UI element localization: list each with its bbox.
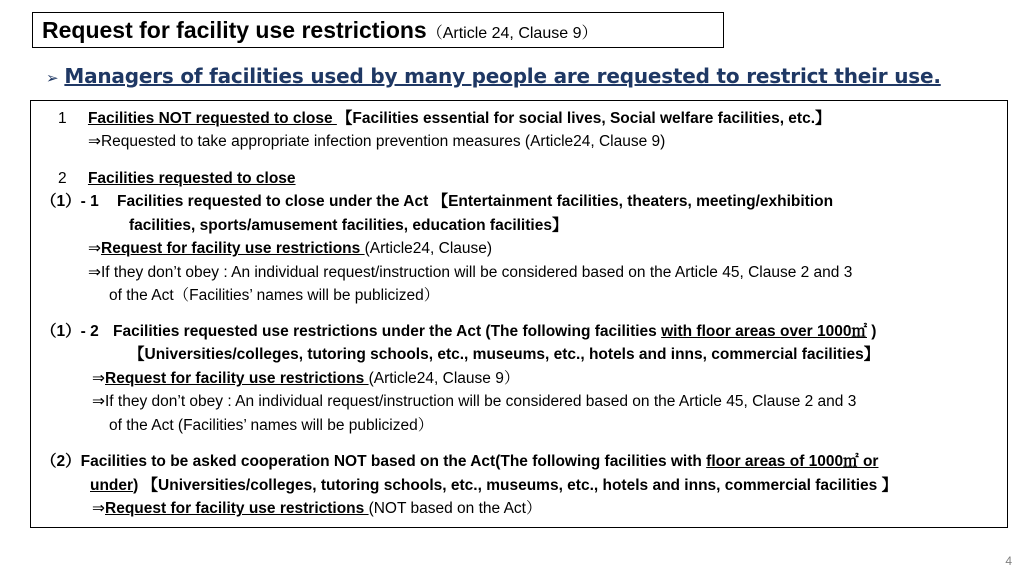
sub2-arrow: ⇒	[92, 370, 105, 387]
sub2-request-label: Request for facility use restrictions	[105, 370, 369, 387]
sub1-request-ref: (Article24, Clause)	[364, 240, 493, 257]
subheading	[46, 64, 941, 88]
section2-heading: Facilities requested to close	[87, 170, 296, 187]
sub1-number: （1）- 1	[41, 193, 99, 210]
sub2-obey-line: ⇒If they don’t obey : An individual request/instruction will be considered based on the Article 45, Clause 2 and 3	[92, 393, 857, 410]
sub2-number: （1）- 2	[41, 323, 99, 340]
section2-number: 2	[58, 170, 67, 187]
section2-heading-line	[58, 169, 296, 189]
sub1-title-cont: facilities, sports/amusement facilities, education facilities】	[129, 217, 568, 234]
section1-heading-line	[58, 109, 831, 129]
sub2-title-floor: with floor areas over 1000㎡	[661, 323, 867, 340]
sub3-request-line	[92, 499, 541, 519]
sub3-request-label: Request for facility use restrictions	[105, 500, 369, 517]
title-box	[32, 12, 724, 48]
sub1-request-line	[88, 239, 492, 259]
page-title: Request for facility use restrictions	[42, 17, 427, 43]
page-title-reference: （Article 24, Clause 9）	[426, 25, 598, 42]
sub1-title: Facilities requested to close under the Act 【Entertainment facilities, theaters, meeting/exhibition	[117, 193, 834, 210]
section1-heading: Facilities NOT requested to close	[87, 110, 337, 127]
sub2-request-line	[92, 369, 519, 389]
sub1-title-line	[41, 192, 833, 212]
sub1-obey-line-cont: of the Act（Facilities’ names will be publicized）	[109, 287, 440, 304]
sub1-obey-line: ⇒If they don’t obey : An individual request/instruction will be considered based on the Article 45, Clause 2 and 3	[88, 264, 853, 281]
sub1-arrow: ⇒	[88, 240, 101, 257]
section1-bracket: 【Facilities essential for social lives, Social welfare facilities, etc.】	[336, 110, 831, 127]
sub2-title-line	[41, 322, 876, 342]
sub2-bracket: 【Universities/colleges, tutoring schools, etc., museums, etc., hotels and inns, commercial facilities】	[129, 346, 880, 363]
sub2-request-ref: (Article24, Clause 9）	[368, 370, 520, 387]
section1-measures: ⇒Requested to take appropriate infection prevention measures (Article24, Clause 9)	[88, 133, 666, 150]
content-box	[30, 100, 1008, 528]
section1-number: 1	[58, 110, 67, 127]
sub3-title-cont	[90, 476, 897, 496]
sub1-request-label: Request for facility use restrictions	[101, 240, 365, 257]
sub3-request-ref: (NOT based on the Act）	[368, 500, 542, 517]
sub3-title-line	[41, 452, 878, 472]
sub3-under: under	[90, 477, 134, 494]
sub2-obey-line-cont: of the Act (Facilities’ names will be publicized）	[109, 417, 434, 434]
subheading-text: Managers of facilities used by many people are requested to restrict their use.	[64, 64, 941, 88]
sub3-title-floor: floor areas of 1000㎡ or	[706, 453, 879, 470]
sub3-bracket: ) 【Universities/colleges, tutoring schools, etc., museums, etc., hotels and inns, commercial facilities 】	[133, 477, 898, 494]
sub3-number: （2）	[41, 453, 81, 470]
sub3-title-a: Facilities to be asked cooperation NOT based on the Act(The following facilities with	[80, 453, 707, 470]
page-number: 4	[1005, 554, 1012, 568]
sub3-arrow: ⇒	[92, 500, 105, 517]
sub2-title-b: )	[867, 323, 877, 340]
sub2-title-a: Facilities requested use restrictions under the Act (The following facilities	[113, 323, 662, 340]
arrow-bullet-icon: ➢	[46, 69, 59, 87]
